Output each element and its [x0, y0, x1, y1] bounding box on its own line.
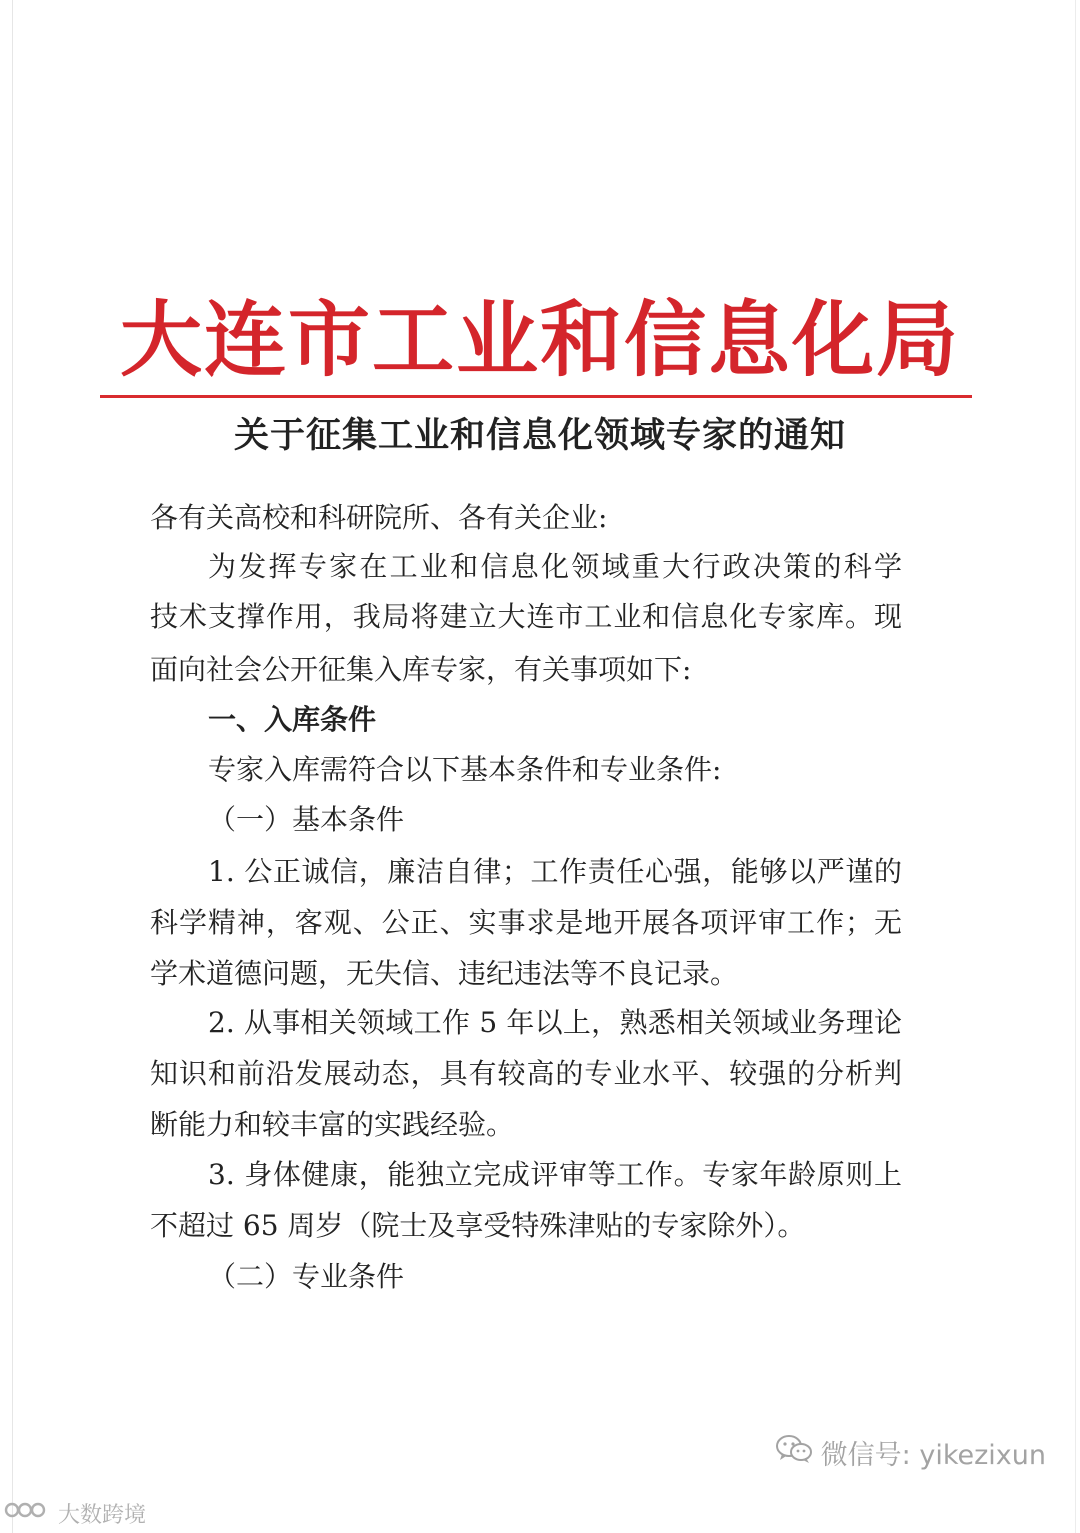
item3-line-1: 3. 身体健康，能独立完成评审等工作。专家年龄原则上: [208, 1158, 902, 1191]
brand-logo-icon: [4, 1497, 50, 1529]
salutation: 各有关高校和科研院所、各有关企业:: [150, 501, 608, 534]
brand-watermark: [4, 1496, 146, 1530]
wechat-icon: [775, 1434, 813, 1471]
item2-line-1: 2. 从事相关领域工作 5 年以上，熟悉相关领域业务理论: [208, 1006, 902, 1039]
intro-line-1: 为发挥专家在工业和信息化领域重大行政决策的科学: [208, 550, 902, 583]
section-heading-1: 一、入库条件: [208, 703, 377, 736]
wechat-watermark: [775, 1432, 1046, 1472]
agency-name: 大连市工业和信息化局: [119, 292, 960, 388]
red-header-rule: [100, 395, 972, 398]
section-lead: 专家入库需符合以下基本条件和专业条件:: [208, 753, 722, 786]
item3-line-2: 不超过 65 周岁（院士及享受特殊津贴的专家除外）。: [150, 1209, 806, 1242]
brand-text: 大数跨境: [58, 1502, 147, 1528]
item1-line-2: 科学精神，客观、公正、实事求是地开展各项评审工作；无: [150, 906, 902, 939]
item2-line-2: 知识和前沿发展动态，具有较高的专业水平、较强的分析判: [150, 1057, 902, 1090]
item1-line-3: 学术道德问题，无失信、违纪违法等不良记录。: [150, 957, 739, 990]
intro-line-3: 面向社会公开征集入库专家，有关事项如下:: [150, 653, 692, 686]
intro-line-2: 技术支撑作用，我局将建立大连市工业和信息化专家库。现: [150, 600, 902, 633]
sub-heading-basic: （一）基本条件: [208, 803, 405, 836]
wechat-id-text: 微信号: yikezixun: [820, 1439, 1046, 1471]
item1-line-1: 1. 公正诚信，廉洁自律；工作责任心强，能够以严谨的: [208, 855, 902, 888]
item2-line-3: 断能力和较丰富的实践经验。: [150, 1108, 515, 1141]
document-title: 关于征集工业和信息化领域专家的通知: [233, 416, 846, 456]
sub-heading-professional: （二）专业条件: [208, 1260, 405, 1293]
